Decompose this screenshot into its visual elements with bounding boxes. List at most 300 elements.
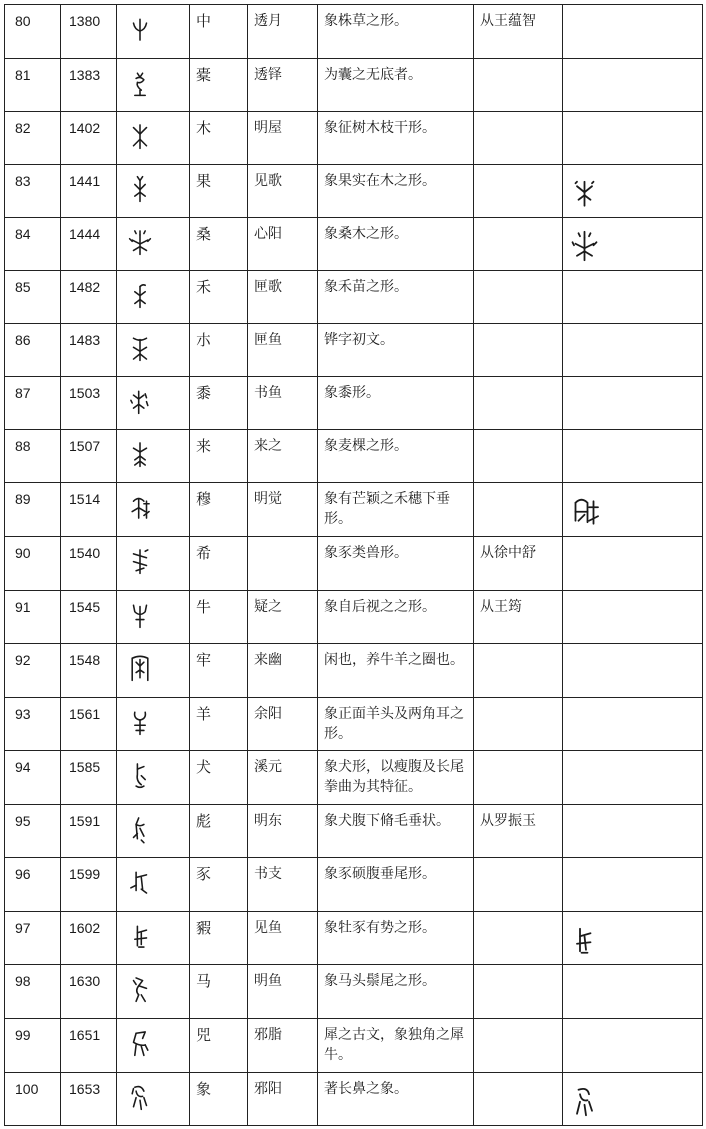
- variant-glyph-cell: [563, 5, 703, 59]
- modern-character-cell: [190, 912, 248, 965]
- table-row: [5, 59, 703, 112]
- variant-glyph-image-stroke: [577, 1102, 580, 1114]
- modern-character-text: 中: [196, 12, 212, 30]
- oracle-glyph-cell: [117, 271, 190, 324]
- row-number-text: 80: [15, 13, 31, 29]
- index-code-text: 1507: [69, 438, 101, 454]
- phonetic-cell: [248, 112, 318, 165]
- modern-character-text: 象: [196, 1080, 212, 1098]
- phonetic-cell: [248, 858, 318, 912]
- oracle-glyph-image-stroke: [132, 1089, 133, 1094]
- oracle-glyph-image-stroke: [135, 231, 145, 235]
- row-number-cell: [5, 430, 61, 483]
- row-number-cell: [5, 271, 61, 324]
- table-row: [5, 805, 703, 858]
- table-row: [5, 591, 703, 644]
- row-number-text: 95: [15, 813, 31, 829]
- oracle-glyph-image: [127, 920, 153, 952]
- oracle-glyph-cell: [117, 112, 190, 165]
- modern-character-text: 橐: [196, 66, 212, 84]
- table-row: [5, 965, 703, 1019]
- row-number-text: 81: [15, 67, 31, 83]
- phonetic-text: 疑之: [254, 599, 282, 615]
- explanation-text: 象桑木之形。: [324, 226, 408, 242]
- phonetic-text: 明屋: [254, 120, 282, 136]
- index-code-text: 1402: [69, 120, 101, 136]
- modern-character-cell: [190, 112, 248, 165]
- modern-character-text: 穆: [196, 490, 212, 508]
- oracle-glyph-cell: [117, 377, 190, 430]
- oracle-glyph-cell: [117, 965, 190, 1019]
- source-cell: [474, 858, 563, 912]
- index-code-cell: [61, 965, 117, 1019]
- table-row: [5, 218, 703, 271]
- index-code-text: 1444: [69, 226, 101, 242]
- explanation-cell: [318, 377, 474, 430]
- oracle-glyph-image: [127, 599, 153, 631]
- explanation-text: 象株草之形。: [324, 13, 408, 29]
- row-number-cell: [5, 644, 61, 698]
- oracle-glyph-image: [127, 438, 153, 470]
- row-number-text: 84: [15, 226, 31, 242]
- modern-character-text: 豭: [196, 919, 212, 937]
- row-number-text: 98: [15, 973, 31, 989]
- explanation-text: 象麦棵之形。: [324, 438, 408, 454]
- phonetic-text: 邪阳: [254, 1081, 282, 1097]
- table-body: [5, 5, 703, 1126]
- table-row: [5, 483, 703, 537]
- modern-character-cell: [190, 698, 248, 751]
- row-number-cell: [5, 965, 61, 1019]
- phonetic-cell: [248, 271, 318, 324]
- table-row: [5, 644, 703, 698]
- modern-character-text: 桑: [196, 225, 212, 243]
- table-row: [5, 698, 703, 751]
- index-code-text: 1383: [69, 67, 101, 83]
- row-number-cell: [5, 805, 61, 858]
- modern-character-text: 木: [196, 119, 212, 137]
- modern-character-text: 彪: [196, 812, 212, 830]
- modern-character-cell: [190, 805, 248, 858]
- oracle-glyph-cell: [117, 805, 190, 858]
- source-cell: [474, 377, 563, 430]
- oracle-glyph-image-stroke: [136, 786, 144, 787]
- row-number-cell: [5, 483, 61, 537]
- oracle-glyph-cell: [117, 59, 190, 112]
- table-row: [5, 751, 703, 805]
- oracle-glyph-image-stroke: [136, 818, 144, 826]
- phonetic-text: 见歌: [254, 173, 282, 189]
- source-cell: [474, 218, 563, 271]
- index-code-text: 1561: [69, 706, 101, 722]
- phonetic-cell: [248, 1019, 318, 1073]
- explanation-cell: [318, 1019, 474, 1073]
- oracle-glyph-image-stroke: [140, 285, 145, 287]
- variant-glyph-cell: [563, 324, 703, 377]
- oracle-glyph-image: [127, 973, 153, 1005]
- index-code-cell: [61, 324, 117, 377]
- variant-glyph-cell: [563, 1019, 703, 1073]
- explanation-cell: [318, 271, 474, 324]
- oracle-glyph-image: [127, 1027, 153, 1059]
- table-row: [5, 5, 703, 59]
- source-cell: [474, 591, 563, 644]
- oracle-glyph-image-stroke: [136, 995, 139, 1002]
- explanation-cell: [318, 805, 474, 858]
- modern-character-cell: [190, 537, 248, 591]
- variant-glyph-cell: [563, 483, 703, 537]
- modern-character-cell: [190, 644, 248, 698]
- index-code-text: 1591: [69, 813, 101, 829]
- index-code-text: 1540: [69, 545, 101, 561]
- variant-glyph-cell: [563, 858, 703, 912]
- phonetic-cell: [248, 537, 318, 591]
- variant-glyph-image: [571, 228, 601, 264]
- modern-character-cell: [190, 59, 248, 112]
- variant-glyph-image-stroke: [579, 232, 591, 238]
- explanation-text: 象黍形。: [324, 385, 380, 401]
- oracle-glyph-image-stroke: [140, 828, 144, 836]
- oracle-glyph-cell: [117, 430, 190, 483]
- oracle-glyph-image-stroke: [134, 981, 137, 985]
- row-number-cell: [5, 218, 61, 271]
- variant-glyph-cell: [563, 805, 703, 858]
- phonetic-text: 来之: [254, 438, 282, 454]
- source-cell: [474, 271, 563, 324]
- source-text: 从徐中舒: [480, 545, 536, 561]
- modern-character-text: 黍: [196, 384, 212, 402]
- modern-character-cell: [190, 5, 248, 59]
- row-number-cell: [5, 751, 61, 805]
- explanation-text: 象自后视之之形。: [324, 599, 436, 615]
- index-code-cell: [61, 59, 117, 112]
- phonetic-cell: [248, 483, 318, 537]
- oracle-glyph-image-stroke: [140, 1100, 141, 1109]
- index-code-cell: [61, 271, 117, 324]
- explanation-cell: [318, 1073, 474, 1126]
- source-cell: [474, 537, 563, 591]
- oracle-glyph-cell: [117, 165, 190, 218]
- modern-character-cell: [190, 965, 248, 1019]
- modern-character-cell: [190, 165, 248, 218]
- phonetic-cell: [248, 430, 318, 483]
- explanation-text: 为囊之无底者。: [324, 67, 422, 83]
- explanation-text: 象果实在木之形。: [324, 173, 436, 189]
- phonetic-cell: [248, 59, 318, 112]
- oracle-glyph-image-stroke: [137, 177, 142, 181]
- explanation-text: 象豕类兽形。: [324, 545, 408, 561]
- index-code-text: 1653: [69, 1081, 101, 1097]
- table-row: [5, 912, 703, 965]
- oracle-glyph-image: [127, 385, 153, 417]
- row-number-text: 97: [15, 920, 31, 936]
- oracle-glyph-image-stroke: [140, 712, 145, 720]
- index-code-cell: [61, 483, 117, 537]
- source-cell: [474, 165, 563, 218]
- row-number-text: 88: [15, 438, 31, 454]
- table-row: [5, 165, 703, 218]
- source-text: 从罗振玉: [480, 813, 536, 829]
- source-cell: [474, 1019, 563, 1073]
- index-code-cell: [61, 1073, 117, 1126]
- table-row: [5, 858, 703, 912]
- index-code-cell: [61, 218, 117, 271]
- explanation-text: 象犬腹下脩毛垂状。: [324, 813, 450, 829]
- oracle-glyph-image-stroke: [141, 840, 144, 843]
- row-number-cell: [5, 59, 61, 112]
- oracle-glyph-image-stroke: [141, 995, 145, 1002]
- table-row: [5, 324, 703, 377]
- row-number-text: 91: [15, 599, 31, 615]
- row-number-cell: [5, 912, 61, 965]
- oracle-character-table: [4, 4, 703, 1126]
- explanation-cell: [318, 324, 474, 377]
- variant-glyph-cell: [563, 912, 703, 965]
- modern-character-cell: [190, 1073, 248, 1126]
- index-code-cell: [61, 165, 117, 218]
- row-number-cell: [5, 165, 61, 218]
- index-code-text: 1548: [69, 652, 101, 668]
- variant-glyph-cell: [563, 59, 703, 112]
- modern-character-cell: [190, 218, 248, 271]
- modern-character-text: 希: [196, 544, 212, 562]
- table-row: [5, 377, 703, 430]
- variant-glyph-cell: [563, 698, 703, 751]
- table-row: [5, 537, 703, 591]
- row-number-text: 96: [15, 866, 31, 882]
- source-cell: [474, 644, 563, 698]
- phonetic-text: 透月: [254, 13, 282, 29]
- modern-character-cell: [190, 858, 248, 912]
- source-cell: [474, 112, 563, 165]
- oracle-glyph-image: [127, 652, 153, 684]
- oracle-glyph-image: [127, 173, 153, 205]
- row-number-text: 82: [15, 120, 31, 136]
- explanation-cell: [318, 644, 474, 698]
- modern-character-cell: [190, 1019, 248, 1073]
- row-number-cell: [5, 377, 61, 430]
- phonetic-text: 明鱼: [254, 973, 282, 989]
- index-code-cell: [61, 5, 117, 59]
- oracle-glyph-cell: [117, 483, 190, 537]
- index-code-text: 1483: [69, 332, 101, 348]
- phonetic-text: 书鱼: [254, 385, 282, 401]
- phonetic-text: 明觉: [254, 491, 282, 507]
- oracle-glyph-image-stroke: [141, 889, 146, 893]
- explanation-text: 象有芒颖之禾穗下垂形。: [324, 491, 450, 527]
- table-row: [5, 271, 703, 324]
- modern-character-cell: [190, 271, 248, 324]
- oracle-glyph-cell: [117, 644, 190, 698]
- variant-glyph-image: [571, 1083, 601, 1119]
- modern-character-text: 果: [196, 172, 212, 190]
- source-cell: [474, 59, 563, 112]
- phonetic-cell: [248, 698, 318, 751]
- index-code-cell: [61, 644, 117, 698]
- variant-glyph-image-stroke: [589, 501, 598, 524]
- variant-glyph-cell: [563, 165, 703, 218]
- table-row: [5, 1019, 703, 1073]
- row-number-text: 100: [15, 1081, 39, 1097]
- source-cell: [474, 324, 563, 377]
- variant-glyph-image-stroke: [579, 515, 585, 521]
- row-number-text: 93: [15, 706, 31, 722]
- modern-character-text: 犬: [196, 758, 212, 776]
- oracle-glyph-image: [127, 491, 153, 523]
- oracle-glyph-image: [127, 1081, 153, 1113]
- modern-character-text: 牛: [196, 598, 212, 616]
- row-number-cell: [5, 112, 61, 165]
- explanation-cell: [318, 165, 474, 218]
- explanation-text: 象马头鬃尾之形。: [324, 973, 436, 989]
- explanation-cell: [318, 430, 474, 483]
- variant-glyph-cell: [563, 377, 703, 430]
- row-number-cell: [5, 324, 61, 377]
- phonetic-text: 匣歌: [254, 279, 282, 295]
- phonetic-text: 明东: [254, 813, 282, 829]
- phonetic-text: 透铎: [254, 67, 282, 83]
- oracle-glyph-cell: [117, 218, 190, 271]
- oracle-glyph-image-stroke: [141, 776, 145, 780]
- explanation-text: 犀之古文，象独角之犀牛。: [324, 1027, 464, 1063]
- phonetic-cell: [248, 165, 318, 218]
- modern-character-cell: [190, 591, 248, 644]
- phonetic-text: 书支: [254, 866, 282, 882]
- table-row: [5, 430, 703, 483]
- modern-character-text: 牢: [196, 651, 212, 669]
- row-number-text: 87: [15, 385, 31, 401]
- oracle-glyph-image: [127, 706, 153, 738]
- phonetic-cell: [248, 377, 318, 430]
- row-number-text: 99: [15, 1027, 31, 1043]
- oracle-glyph-image-stroke: [136, 824, 137, 838]
- explanation-text: 象牡豕有势之形。: [324, 920, 436, 936]
- index-code-cell: [61, 112, 117, 165]
- source-cell: [474, 5, 563, 59]
- row-number-cell: [5, 858, 61, 912]
- variant-glyph-cell: [563, 644, 703, 698]
- index-code-text: 1602: [69, 920, 101, 936]
- oracle-glyph-cell: [117, 537, 190, 591]
- oracle-glyph-image: [127, 226, 153, 258]
- row-number-text: 86: [15, 332, 31, 348]
- explanation-cell: [318, 965, 474, 1019]
- explanation-text: 闲也，养牛羊之圈也。: [324, 652, 464, 668]
- phonetic-cell: [248, 751, 318, 805]
- explanation-cell: [318, 912, 474, 965]
- index-code-cell: [61, 591, 117, 644]
- phonetic-text: 溪元: [254, 759, 282, 775]
- source-cell: [474, 1073, 563, 1126]
- oracle-glyph-image-stroke: [137, 767, 144, 770]
- variant-glyph-cell: [563, 591, 703, 644]
- oracle-glyph-image-stroke: [135, 938, 147, 939]
- phonetic-cell: [248, 965, 318, 1019]
- variant-glyph-cell: [563, 537, 703, 591]
- source-cell: [474, 698, 563, 751]
- row-number-cell: [5, 591, 61, 644]
- source-cell: [474, 965, 563, 1019]
- variant-glyph-image: [571, 493, 601, 529]
- explanation-cell: [318, 751, 474, 805]
- oracle-glyph-image-stroke: [136, 1032, 145, 1039]
- oracle-glyph-image-stroke: [144, 1098, 147, 1106]
- phonetic-cell: [248, 805, 318, 858]
- row-number-text: 92: [15, 652, 31, 668]
- explanation-cell: [318, 537, 474, 591]
- explanation-cell: [318, 5, 474, 59]
- modern-character-text: 禾: [196, 278, 212, 296]
- row-number-text: 85: [15, 279, 31, 295]
- oracle-glyph-image-stroke: [134, 23, 141, 31]
- source-cell: [474, 430, 563, 483]
- phonetic-cell: [248, 1073, 318, 1126]
- source-cell: [474, 483, 563, 537]
- oracle-glyph-image: [127, 67, 153, 99]
- table-row: [5, 112, 703, 165]
- index-code-cell: [61, 1019, 117, 1073]
- phonetic-text: 余阳: [254, 706, 282, 722]
- oracle-glyph-image-stroke: [140, 605, 147, 614]
- row-number-cell: [5, 1019, 61, 1073]
- index-code-text: 1441: [69, 173, 101, 189]
- explanation-text: 象犬形，以瘦腹及长尾拳曲为其特征。: [324, 759, 464, 795]
- oracle-glyph-cell: [117, 858, 190, 912]
- oracle-glyph-cell: [117, 1019, 190, 1073]
- oracle-glyph-image: [127, 866, 153, 898]
- modern-character-cell: [190, 324, 248, 377]
- modern-character-cell: [190, 483, 248, 537]
- index-code-text: 1380: [69, 13, 101, 29]
- variant-glyph-image: [571, 922, 601, 958]
- modern-character-cell: [190, 377, 248, 430]
- source-cell: [474, 912, 563, 965]
- index-code-text: 1503: [69, 385, 101, 401]
- variant-glyph-image-stroke: [577, 942, 591, 944]
- row-number-text: 83: [15, 173, 31, 189]
- variant-glyph-image-stroke: [589, 1102, 592, 1111]
- variant-glyph-cell: [563, 271, 703, 324]
- source-cell: [474, 805, 563, 858]
- modern-character-text: 兕: [196, 1026, 212, 1044]
- explanation-cell: [318, 218, 474, 271]
- source-cell: [474, 751, 563, 805]
- explanation-cell: [318, 591, 474, 644]
- row-number-text: 90: [15, 545, 31, 561]
- oracle-glyph-image-stroke: [134, 1098, 137, 1107]
- variant-glyph-cell: [563, 965, 703, 1019]
- explanation-text: 象豕硕腹垂尾形。: [324, 866, 436, 882]
- explanation-cell: [318, 112, 474, 165]
- oracle-glyph-image: [127, 13, 153, 45]
- oracle-glyph-image-stroke: [141, 877, 142, 889]
- oracle-glyph-image: [127, 279, 153, 311]
- row-number-cell: [5, 1073, 61, 1126]
- oracle-glyph-cell: [117, 591, 190, 644]
- index-code-cell: [61, 537, 117, 591]
- oracle-glyph-cell: [117, 912, 190, 965]
- variant-glyph-cell: [563, 1073, 703, 1126]
- phonetic-text: 匣鱼: [254, 332, 282, 348]
- oracle-glyph-cell: [117, 5, 190, 59]
- phonetic-cell: [248, 218, 318, 271]
- oracle-glyph-image-stroke: [139, 986, 147, 989]
- oracle-glyph-image-stroke: [145, 1045, 148, 1050]
- oracle-glyph-image: [127, 120, 153, 152]
- phonetic-text: 心阳: [254, 226, 282, 242]
- row-number-cell: [5, 698, 61, 751]
- oracle-glyph-image-stroke: [140, 23, 147, 31]
